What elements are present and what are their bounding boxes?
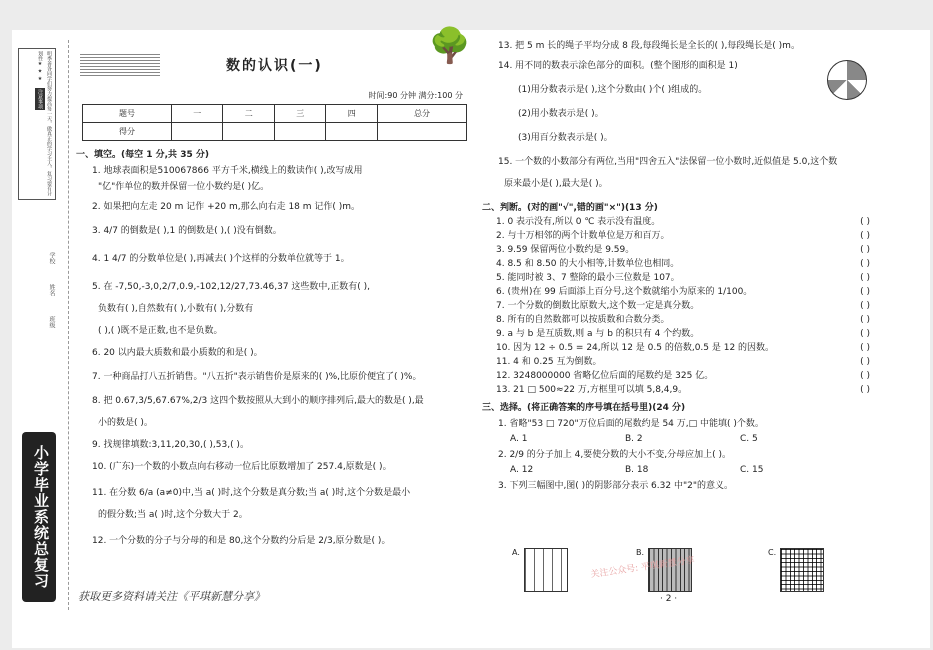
- option[interactable]: C. 15: [740, 465, 764, 475]
- judge-item: [496, 370, 874, 382]
- answer-bracket[interactable]: ( ): [860, 371, 870, 381]
- shaded-circle-figure: [827, 60, 867, 100]
- judge-item: [496, 328, 874, 340]
- judge-item: [496, 230, 874, 242]
- judge-text: 5. 能同时被 3、7 整除的最小三位数是 107。: [496, 273, 680, 283]
- answer-bracket[interactable]: ( ): [860, 357, 870, 367]
- answer-bracket[interactable]: ( ): [860, 273, 870, 283]
- sidebar: [14, 42, 62, 608]
- score-cell[interactable]: [326, 123, 378, 141]
- question: 11. 在分数 6/a (a≠0)中,当 a( )时,这个分数是真分数;当 a( )时,这个分数是最小: [92, 488, 411, 498]
- question: 6. 20 以内最大质数和最小质数的和是( )。: [92, 348, 263, 358]
- judge-text: 8. 所有的自然数都可以按质数和合数分类。: [496, 315, 670, 325]
- judge-text: 13. 21 □ 500≈22 万,方框里可以填 5,8,4,9。: [496, 385, 688, 395]
- score-header: 总分: [377, 105, 466, 123]
- answer-bracket[interactable]: ( ): [860, 287, 870, 297]
- judge-item: [496, 356, 874, 368]
- question-cont: ( ),( )既不是正数,也不是负数。: [98, 326, 223, 336]
- sidebar-notes: [18, 48, 56, 200]
- question: 3. 下列三幅图中,图( )的阴影部分表示 6.32 中"2"的意义。: [498, 481, 733, 491]
- question: 4. 1 4/7 的分数单位是( ),再减去( )个这样的分数单位就等于 1。: [92, 254, 350, 264]
- answer-bracket[interactable]: ( ): [860, 217, 870, 227]
- sub-question: (1)用分数表示是( ),这个分数由( )个( )组成的。: [518, 85, 708, 95]
- answer-bracket[interactable]: ( ): [860, 245, 870, 255]
- answer-bracket[interactable]: ( ): [860, 231, 870, 241]
- section-judge: 二、判断。(对的画"√",错的画"×")(13 分): [482, 203, 658, 213]
- judge-item: [496, 272, 874, 284]
- sidebar-fields: [20, 252, 56, 412]
- option[interactable]: B. 18: [625, 465, 649, 475]
- score-header: 题号: [83, 105, 172, 123]
- score-header: 二: [223, 105, 275, 123]
- judge-item: [496, 314, 874, 326]
- score-row-label: 得分: [83, 123, 172, 141]
- judge-list: [482, 216, 874, 396]
- option[interactable]: A. 12: [510, 465, 534, 475]
- question: 8. 把 0.67,3/5,67.67%,2/3 这四个数按照从大到小的顺序排列后,最大的数是( ),最: [92, 396, 424, 406]
- score-header: 四: [326, 105, 378, 123]
- question-cont: "亿"作单位的数并保留一位小数约是( )亿。: [98, 182, 270, 192]
- header-stripes: [80, 54, 160, 76]
- judge-text: 7. 一个分数的倒数比原数大,这个数一定是真分数。: [496, 301, 700, 311]
- score-cell[interactable]: [274, 123, 326, 141]
- option[interactable]: A. 1: [510, 434, 528, 444]
- score-header: 三: [274, 105, 326, 123]
- question: 10. (广东)一个数的小数点向右移动一位后比原数增加了 257.4,原数是( )。: [92, 462, 392, 472]
- question: 2. 如果把向左走 20 m 记作 +20 m,那么向右走 18 m 记作( )m。: [92, 202, 361, 212]
- page-title: 数的认识(一): [226, 58, 323, 74]
- question: 2. 2/9 的分子加上 4,要使分数的大小不变,分母应加上( )。: [498, 450, 731, 460]
- field-name: 姓名: [48, 283, 55, 296]
- grid-label: B.: [636, 548, 645, 557]
- score-header: 一: [171, 105, 223, 123]
- series-title: 小学毕业系统总复习: [22, 432, 56, 602]
- answer-bracket[interactable]: ( ): [860, 301, 870, 311]
- answer-bracket[interactable]: ( ): [860, 259, 870, 269]
- sidebar-tag: 注意事项: [37, 88, 43, 109]
- question: 12. 一个分数的分子与分母的和是 80,这个分数约分后是 2/3,原分数是( )。: [92, 536, 391, 546]
- question: 1. 省略"53 □ 720"万位后面的尾数约是 54 万,□ 中能填( )个数。: [498, 419, 764, 429]
- score-table: [82, 104, 467, 141]
- answer-bracket[interactable]: ( ): [860, 385, 870, 395]
- judge-item: [496, 244, 874, 256]
- judge-item: [496, 384, 874, 396]
- options: [510, 433, 874, 445]
- question-cont: 原来最小是( ),最大是( )。: [504, 179, 608, 189]
- exam-meta: 时间:90 分钟 满分:100 分: [368, 91, 463, 100]
- question: 5. 在 -7,50,-3,0,2/7,0.9,-102,12/27,73.46,37 这些数中,正数有( ),: [92, 282, 371, 292]
- tree-icon: 🌳: [428, 26, 471, 66]
- cut-line: [68, 40, 69, 610]
- option[interactable]: B. 2: [625, 434, 643, 444]
- question: 15. 一个数的小数部分有两位,当用"四舍五入"法保留一位小数时,近似值是 5.0,这个数: [498, 157, 838, 167]
- judge-text: 6. (贵州)在 99 后面添上百分号,这个数就缩小为原来的 1/100。: [496, 287, 753, 297]
- judge-text: 12. 3248000000 省略亿位后面的尾数约是 325 亿。: [496, 371, 714, 381]
- question: 7. 一种商品打八五折销售。"八五折"表示销售价是原来的( )%,比原价便宜了( )%。: [92, 372, 422, 382]
- judge-item: [496, 300, 874, 312]
- score-cell[interactable]: [377, 123, 466, 141]
- section-choice: 三、选择。(将正确答案的序号填在括号里)(24 分): [482, 403, 686, 413]
- judge-text: 2. 与十万相邻的两个计数单位是万和百万。: [496, 231, 670, 241]
- field-class: 班级: [48, 315, 55, 328]
- judge-text: 10. 因为 12 ÷ 0.5 = 24,所以 12 是 0.5 的倍数,0.5 是 12 的因数。: [496, 343, 775, 353]
- judge-item: [496, 342, 874, 354]
- judge-text: 1. 0 表示没有,所以 0 ℃ 表示没有温度。: [496, 217, 661, 227]
- sub-question: (2)用小数表示是( )。: [518, 109, 604, 119]
- judge-text: 4. 8.5 和 8.50 的大小相等,计数单位也相同。: [496, 259, 680, 269]
- right-column: [482, 40, 874, 492]
- section-fill-blank: 一、填空。(每空 1 分,共 35 分): [76, 150, 209, 160]
- judge-item: [496, 286, 874, 298]
- header: [76, 26, 471, 88]
- question: 1. 地球表面积是510067866 平方千米,横线上的数读作( ),改写成用: [92, 166, 363, 176]
- score-cell[interactable]: [171, 123, 223, 141]
- judge-item: [496, 258, 874, 270]
- grid-figure-a: [524, 548, 568, 592]
- judge-text: 3. 9.59 保留两位小数约是 9.59。: [496, 245, 635, 255]
- question: 13. 把 5 m 长的绳子平均分成 8 段,每段绳长是全长的( ),每段绳长是( )m。: [498, 41, 800, 51]
- field-school: 学校: [48, 252, 55, 264]
- question-cont: 的假分数;当 a( )时,这个分数大于 2。: [98, 510, 248, 520]
- left-column: [76, 26, 471, 547]
- question: 9. 找规律填数:3,11,20,30,( ),53,( )。: [92, 440, 249, 450]
- page-number: · 2 ·: [660, 594, 678, 604]
- grid-label: C.: [768, 548, 777, 557]
- answer-bracket[interactable]: ( ): [860, 315, 870, 325]
- judge-item: [496, 216, 874, 228]
- question: 14. 用不同的数表示涂色部分的面积。(整个图形的面积是 1): [498, 61, 738, 71]
- sidebar-notes-text: 明季善各同学们努力提高每一天，做真正的学习主人，复习要有计划性★ ★ ★: [37, 51, 52, 196]
- question-cont: 负数有( ),自然数有( ),小数有( ),分数有: [98, 304, 254, 314]
- options: [510, 464, 874, 476]
- sub-question: (3)用百分数表示是( )。: [518, 133, 613, 143]
- grid-figure-c: [780, 548, 824, 592]
- score-cell[interactable]: [223, 123, 275, 141]
- watermark: 关注公众号: 平琪新慧分享: [590, 555, 696, 581]
- grid-label: A.: [512, 548, 520, 557]
- answer-bracket[interactable]: ( ): [860, 329, 870, 339]
- judge-text: 9. a 与 b 是互质数,则 a 与 b 的积只有 4 个约数。: [496, 329, 700, 339]
- footer-promo: 获取更多资料请关注《平琪新慧分享》: [78, 590, 265, 603]
- judge-text: 11. 4 和 0.25 互为倒数。: [496, 357, 602, 367]
- answer-bracket[interactable]: ( ): [860, 343, 870, 353]
- option[interactable]: C. 5: [740, 434, 758, 444]
- question-cont: 小的数是( )。: [98, 418, 153, 428]
- question: 3. 4/7 的倒数是( ),1 的倒数是( ),( )没有倒数。: [92, 226, 282, 236]
